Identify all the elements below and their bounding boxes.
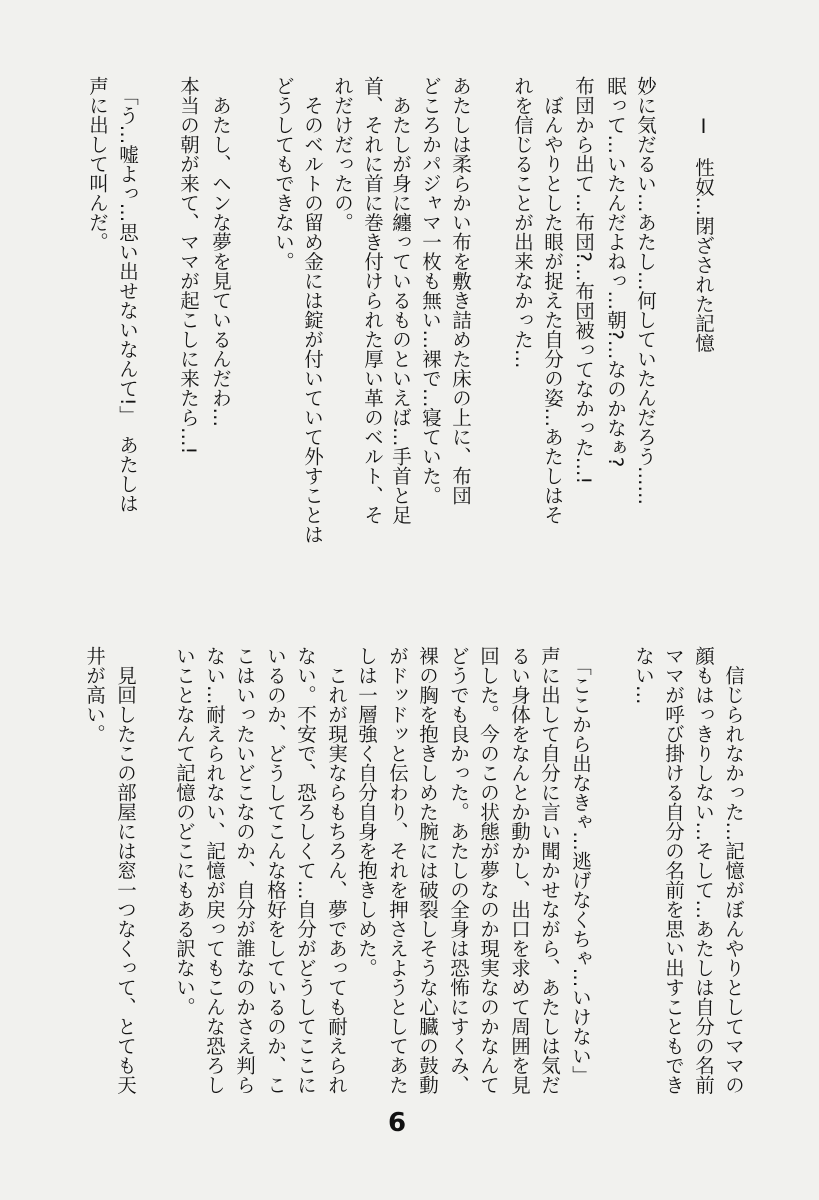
text-column: 裸の胸を抱きしめた腕には破裂しそうな心臓の鼓動	[416, 646, 439, 1095]
text-column: れを信じることが出来なかった…	[511, 76, 534, 369]
text-column: ない…	[632, 646, 655, 705]
text-column: 妙に気だるい…あたし…何していたんだろう……	[634, 76, 657, 505]
text-column: あたしは柔らかい布を敷き詰めた床の上に、布団	[449, 76, 472, 505]
text-column: ぼんやりとした眼が捉えた自分の姿…あたしはそ	[541, 76, 564, 525]
text-column: 見回したこの部屋には窓一つなくって、とても天	[114, 646, 137, 1095]
text-column: 信じられなかった…記憶がぼんやりとしてママの	[722, 646, 745, 1095]
text-column: どうでも良かった。あたしの全身は恐怖にすくみ、	[447, 646, 470, 1095]
text-column: 井が高い。	[83, 646, 106, 744]
text-column: るい身体をなんとか動かし、出口を求めて周囲を見	[508, 646, 531, 1095]
text-column: あたしが身に纏っているものといえば…手首と足	[389, 76, 412, 525]
text-column: 布団から出て…布団?…布団被ってなかった…!	[572, 76, 595, 485]
text-column: 眠って…いたんだよねっ…朝?…なのかなぁ?	[604, 76, 627, 468]
text-column: 声に出して叫んだ。	[86, 76, 109, 252]
text-column: 「ここから出なきゃ…逃げなくちゃ…いけない」	[569, 646, 592, 1085]
text-column: あたし、ヘンな夢を見ているんだわ…	[209, 76, 232, 427]
text-column: がドッドッと伝わり、それを押さえようとしてあた	[386, 646, 409, 1095]
text-column: 首、それに首に巻き付けられた厚い革のベルト、そ	[361, 76, 384, 525]
text-column: 顔もはっきりしない…そして…あたしは自分の名前	[692, 646, 715, 1095]
text-column: こはいったいどこなのか、自分が誰なのかさえ判ら	[233, 646, 256, 1095]
text-column: そのベルトの留め金には錠が付いていて外すことは	[301, 76, 324, 544]
text-column: いことなんて記憶のどこにもある訳ない。	[173, 646, 196, 1017]
text-column: ない…耐えられない、記憶が戻ってもこんな恐ろし	[203, 646, 226, 1095]
text-column: しは一層強く自分自身を抱きしめた。	[355, 646, 378, 978]
text-column: いるのか、どうしてこんな格好をしているのか、こ	[264, 646, 287, 1095]
text-column: どうしてもできない。	[272, 76, 295, 271]
chapter-title: Ⅰ 性奴…閉ざされた記憶	[692, 115, 715, 353]
text-column: 「う…嘘よっ…思い出せないなんて!」 あたしは	[116, 76, 139, 513]
text-column: これが現実ならもちろん、夢であっても耐えられ	[325, 646, 348, 1095]
text-column: れだけだったの。	[331, 76, 354, 232]
page-number: 6	[388, 1108, 407, 1138]
text-column: ママが呼び掛ける自分の名前を思い出すこともでき	[662, 646, 685, 1095]
text-column: 本当の朝が来て、ママが起こしに来たら…!	[177, 76, 200, 455]
text-column: 回した。今のこの状態が夢なのか現実なのかなんて	[477, 646, 500, 1095]
text-column: どころかパジャマ一枚も無い…裸で…寝ていた。	[419, 76, 442, 505]
text-column: 声に出して自分に言い聞かせながら、あたしは気だ	[538, 646, 561, 1095]
text-column: ない。不安で、恐ろしくて…自分がどうしてここに	[294, 646, 317, 1095]
